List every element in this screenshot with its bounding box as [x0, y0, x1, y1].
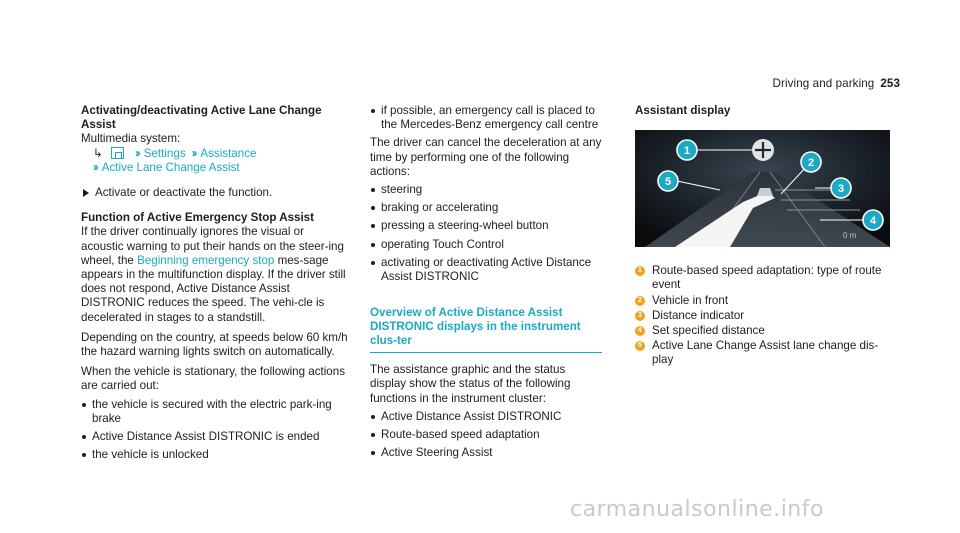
list-item: pressing a steering-wheel button: [370, 219, 602, 233]
list-item: steering: [370, 183, 602, 197]
legend-item: 5 Active Lane Change Assist lane change dis-play: [635, 339, 895, 367]
list-item: activating or deactivating Active Distance Assist DISTRONIC: [370, 256, 602, 284]
list-item: the vehicle is unlocked: [81, 448, 349, 462]
menu-path: [81, 147, 349, 161]
emergency-list: [370, 104, 602, 132]
action-triangle-icon: [83, 189, 89, 197]
cancel-list: [370, 183, 602, 284]
country-paragraph: Depending on the country, at speeds below 60 km/h the hazard warning lights switch on automatically.: [81, 330, 348, 359]
distance-readout: 0 m: [843, 231, 857, 241]
svg-text:4: 4: [869, 215, 877, 228]
legend-number-badge: 5: [635, 341, 645, 351]
turn-arrow-icon: ↳: [93, 146, 103, 160]
list-item: Route-based speed adaptation: [370, 428, 602, 442]
legend-number-badge: 1: [635, 266, 645, 276]
list-item: if possible, an emergency call is placed to the Mercedes-Benz emergency call centre: [370, 104, 602, 132]
legend-item: 1 Route-based speed adaptation: type of route event: [635, 264, 895, 292]
multimedia-label: Multimedia system:: [81, 132, 181, 146]
list-item: Active Steering Assist: [370, 446, 602, 460]
list-item: Active Distance Assist DISTRONIC: [370, 410, 602, 424]
svg-text:1: 1: [683, 145, 691, 158]
section-title: Driving and parking: [772, 77, 875, 90]
beginning-emergency-stop-link[interactable]: Beginning emergency stop: [137, 253, 275, 267]
svg-text:5: 5: [664, 176, 672, 189]
list-item: Active Distance Assist DISTRONIC is ended: [81, 430, 349, 444]
list-item: operating Touch Control: [370, 238, 602, 252]
double-chevron-icon: ››: [93, 160, 97, 174]
callout-badge-3: [831, 178, 851, 198]
column-right: [635, 104, 895, 368]
assistant-display-graphic: [635, 130, 890, 247]
legend-number-badge: 4: [635, 326, 645, 336]
emergency-stop-paragraph: If the driver continually ignores the visual or acoustic warning to put their hands on the steer-ing wheel, the Beginning emergency stop mes-sage appears in the multifunction display. If the driver still does not respond, Active Distance Assist DISTRONIC reduces the speed. The vehi-cle is decelerated in stages to a standstill.: [81, 225, 346, 324]
path-assistance[interactable]: Assistance: [200, 146, 257, 160]
assistant-display-heading: Assistant display: [635, 104, 731, 117]
home-icon: [111, 147, 124, 159]
watermark: carmanualsonline.info: [570, 497, 824, 522]
svg-text:3: 3: [837, 183, 845, 196]
callout-badge-1: [677, 140, 697, 160]
section-heading-emergency-stop: Function of Active Emergency Stop Assist: [81, 211, 314, 225]
double-chevron-icon: ››: [191, 146, 196, 160]
page-header: [773, 77, 900, 91]
overview-paragraph: The assistance graphic and the status display show the status of the following functions in the instrument cluster:: [370, 363, 571, 405]
callout-badge-5: [658, 171, 678, 191]
legend-item: 3 Distance indicator: [635, 309, 895, 323]
menu-path-cont: [81, 161, 349, 175]
figure-legend: [635, 264, 895, 367]
list-item: the vehicle is secured with the electric park-ing brake: [81, 398, 349, 426]
page-number: 253: [880, 77, 900, 90]
section-heading-lane-change: Activating/deactivating Active Lane Change Assist: [81, 104, 322, 132]
assistant-display-figure: [635, 130, 890, 247]
callout-badge-2: [801, 152, 821, 172]
path-lane-change[interactable]: Active Lane Change Assist: [101, 160, 240, 174]
stationary-list: [81, 398, 349, 463]
overview-heading: Overview of Active Distance Assist DISTRONIC displays in the instrument clus-ter: [370, 306, 602, 353]
column-left: [81, 104, 349, 462]
stationary-paragraph: When the vehicle is stationary, the following actions are carried out:: [81, 365, 346, 393]
overview-list: [370, 410, 602, 461]
action-step: Activate or deactivate the function.: [81, 186, 349, 200]
legend-number-badge: 3: [635, 311, 645, 321]
path-settings[interactable]: Settings: [143, 146, 186, 160]
legend-item: 2 Vehicle in front: [635, 294, 895, 308]
list-item: braking or accelerating: [370, 201, 602, 215]
cancel-paragraph: The driver can cancel the deceleration at any time by performing one of the following actions:: [370, 136, 602, 178]
legend-item: 4 Set specified distance: [635, 324, 895, 338]
svg-text:2: 2: [807, 157, 815, 170]
legend-number-badge: 2: [635, 296, 645, 306]
column-middle: [370, 104, 602, 460]
double-chevron-icon: ››: [135, 146, 139, 160]
callout-badge-4: [863, 210, 883, 230]
